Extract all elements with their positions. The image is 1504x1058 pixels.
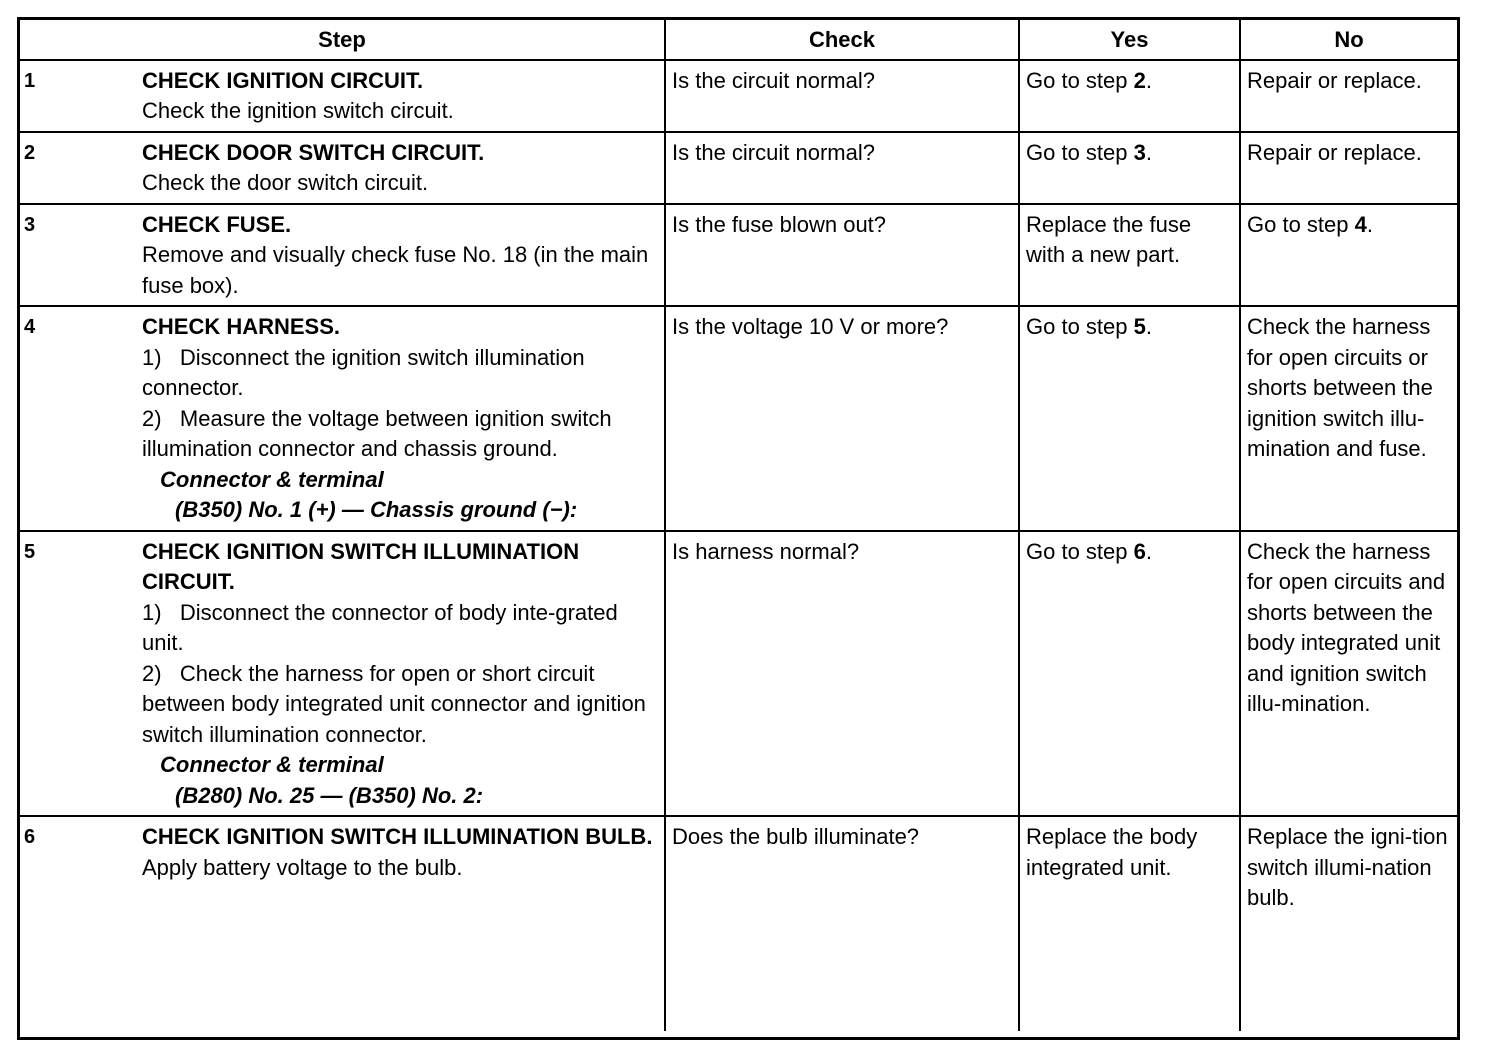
yes-step-ref: 6 — [1133, 538, 1146, 564]
yes-cell: Replace the body integrated unit. — [1019, 816, 1240, 1031]
yes-step-ref: 5 — [1133, 314, 1146, 339]
step-cell — [20, 306, 665, 531]
step-title: CHECK DOOR SWITCH CIRCUIT. — [142, 139, 485, 165]
table-row — [20, 306, 1457, 531]
yes-step-ref: 3 — [1133, 139, 1146, 165]
step-number: 3 — [24, 213, 36, 236]
no-cell: Check the harness for open circuits or shorts between the ignition switch illu-mination and fuse. — [1240, 306, 1457, 531]
check-cell: Is the circuit normal? — [665, 132, 1019, 204]
check-cell: Is the circuit normal? — [665, 60, 1019, 132]
yes-suffix: . — [1145, 314, 1152, 339]
check-cell: Is the voltage 10 V or more? — [665, 306, 1019, 531]
no-cell: Repair or replace. — [1240, 60, 1457, 132]
no-cell: Replace the igni-tion switch illumi-nation bulb. — [1240, 816, 1457, 1031]
step-number: 2 — [24, 141, 36, 164]
table-row — [20, 60, 1457, 132]
yes-step-ref: 2 — [1133, 67, 1146, 93]
step-instruction: Check the door switch circuit. — [142, 170, 429, 195]
no-cell: Repair or replace. — [1240, 132, 1457, 204]
step-number: 4 — [24, 316, 36, 338]
no-cell — [1240, 204, 1457, 307]
step-number: 1 — [24, 69, 36, 92]
step-title: CHECK HARNESS. — [142, 314, 341, 339]
yes-text: Go to step — [1026, 538, 1134, 564]
step-instruction: 1) Disconnect the connector of body inte-grated unit. — [142, 599, 618, 655]
yes-text: Go to step — [1026, 139, 1134, 165]
check-cell: Does the bulb illuminate? — [665, 816, 1019, 1031]
step-cell — [20, 132, 665, 204]
no-text: Go to step — [1247, 211, 1355, 237]
diagnostic-table-frame — [17, 17, 1460, 1040]
yes-text: Go to step — [1026, 314, 1134, 339]
step-number: 5 — [24, 540, 36, 563]
step-cell — [20, 204, 665, 307]
yes-cell — [1019, 306, 1240, 531]
step-instruction: 1) Disconnect the ignition switch illumination connector. — [142, 344, 585, 400]
header-no: No — [1240, 20, 1457, 60]
yes-cell — [1019, 531, 1240, 817]
yes-suffix: . — [1145, 67, 1152, 93]
step-title: CHECK IGNITION CIRCUIT. — [142, 67, 424, 93]
step-cell — [20, 531, 665, 817]
no-cell: Check the harness for open circuits and shorts between the body integrated unit and ignition switch illu-mination. — [1240, 531, 1457, 817]
connector-terminal-label: Connector & terminal — [160, 466, 384, 492]
step-number: 6 — [24, 826, 36, 848]
step-cell — [20, 816, 665, 1031]
check-cell: Is harness normal? — [665, 531, 1019, 817]
step-title: CHECK FUSE. — [142, 211, 292, 237]
step-title: CHECK IGNITION SWITCH ILLUMINATION BULB. — [142, 824, 653, 849]
header-yes: Yes — [1019, 20, 1240, 60]
header-step: Step — [20, 20, 665, 60]
connector-terminal-value: (B350) No. 1 (+) — Chassis ground (−): — [175, 497, 578, 522]
yes-cell: Replace the fuse with a new part. — [1019, 204, 1240, 307]
step-instruction: Remove and visually check fuse No. 18 (in the main fuse box). — [142, 242, 649, 298]
table-row — [20, 132, 1457, 204]
connector-terminal-value: (B280) No. 25 — (B350) No. 2: — [175, 782, 484, 808]
step-title: CHECK IGNITION SWITCH ILLUMINATION CIRCUIT. — [142, 538, 580, 594]
table-row — [20, 816, 1457, 1031]
step-instruction: Apply battery voltage to the bulb. — [142, 854, 463, 880]
step-instruction: 2) Measure the voltage between ignition switch illumination connector and chassis ground. — [142, 405, 612, 461]
no-step-ref: 4 — [1354, 211, 1367, 237]
yes-text: Go to step — [1026, 67, 1134, 93]
table-row — [20, 531, 1457, 817]
no-suffix: . — [1366, 211, 1373, 237]
step-instruction: Check the ignition switch circuit. — [142, 98, 454, 123]
connector-terminal-label: Connector & terminal — [160, 752, 384, 777]
table-row — [20, 204, 1457, 307]
check-cell: Is the fuse blown out? — [665, 204, 1019, 307]
yes-suffix: . — [1145, 139, 1152, 165]
diagnostic-table — [20, 20, 1457, 1031]
yes-suffix: . — [1145, 538, 1152, 564]
yes-cell — [1019, 60, 1240, 132]
yes-cell — [1019, 132, 1240, 204]
table-header-row — [20, 20, 1457, 60]
header-check: Check — [665, 20, 1019, 60]
step-instruction: 2) Check the harness for open or short circuit between body integrated unit connector and ignition switch illumination connector. — [142, 660, 646, 747]
step-cell — [20, 60, 665, 132]
